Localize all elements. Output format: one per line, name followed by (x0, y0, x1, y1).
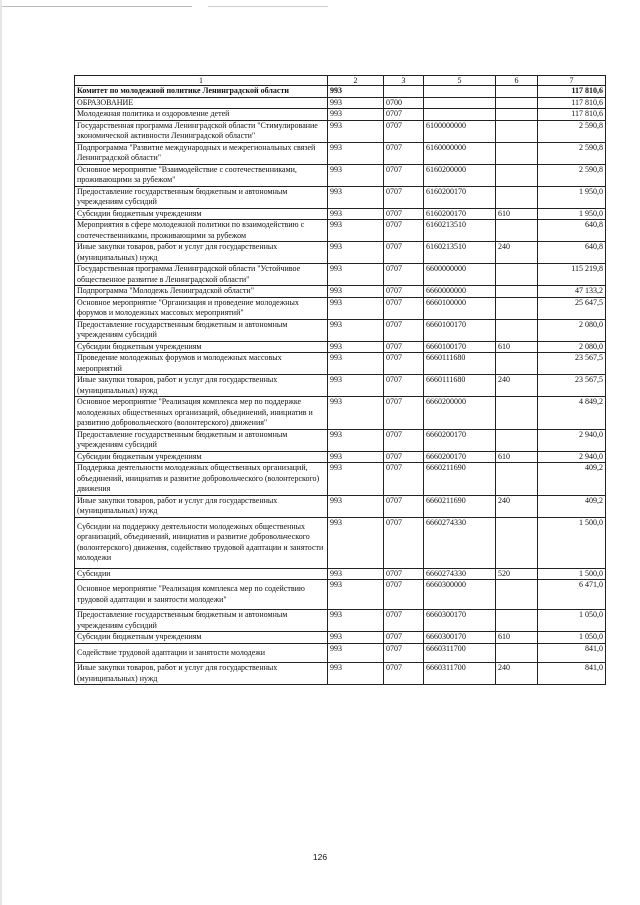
row-target-code-cell: 6660274330 (424, 568, 496, 580)
table-row (75, 429, 606, 451)
table-row (75, 208, 606, 220)
row-section-code-cell: 0707 (384, 643, 424, 663)
row-target-code-cell: 6160000000 (424, 142, 496, 164)
row-name-cell: Подпрограмма "Молодежь Ленинградской области" (75, 286, 328, 298)
row-target-code-cell: 6660000000 (424, 286, 496, 298)
table-row (75, 643, 606, 663)
row-amount-cell: 23 567,5 (538, 353, 606, 375)
row-name-cell: Основное мероприятие "Реализация комплекса мер по поддержке молодежных общественных организаций, объединений, инициатив и развитию добровольческого (волонтерского) движения" (75, 397, 328, 430)
row-expense-type-cell: 610 (496, 451, 538, 463)
row-expense-type-cell (496, 97, 538, 109)
row-name-cell: Государственная программа Ленинградской области "Стимулирование экономической активности Ленинградской области" (75, 120, 328, 142)
row-amount-cell: 1 950,0 (538, 186, 606, 208)
row-name-cell: Содействие трудовой адаптации и занятости молодежи (75, 643, 328, 663)
row-expense-type-cell (496, 109, 538, 121)
row-target-code-cell: 6660100170 (424, 319, 496, 341)
row-amount-cell: 2 940,0 (538, 451, 606, 463)
row-amount-cell: 25 647,5 (538, 297, 606, 319)
table-row (75, 264, 606, 286)
row-admin-code-cell: 993 (328, 297, 384, 319)
budget-table-body (75, 76, 606, 685)
row-section-code-cell: 0707 (384, 451, 424, 463)
scan-top-rule (2, 6, 192, 7)
row-expense-type-cell (496, 120, 538, 142)
row-name-cell: Молодежная политика и оздоровление детей (75, 109, 328, 121)
row-section-code-cell: 0707 (384, 375, 424, 397)
row-amount-cell: 1 500,0 (538, 568, 606, 580)
row-amount-cell: 117 810,6 (538, 97, 606, 109)
row-target-code-cell: 6660300170 (424, 610, 496, 632)
row-name-cell: Основное мероприятие "Взаимодействие с соотечественниками, проживающими за рубежом" (75, 164, 328, 186)
table-row (75, 86, 606, 98)
row-target-code-cell: 6660311700 (424, 643, 496, 663)
row-target-code-cell: 6660274330 (424, 517, 496, 568)
row-target-code-cell: 6160213510 (424, 242, 496, 264)
row-amount-cell: 409,2 (538, 463, 606, 496)
row-section-code-cell: 0707 (384, 610, 424, 632)
row-admin-code-cell: 993 (328, 109, 384, 121)
row-target-code-cell: 6660100000 (424, 297, 496, 319)
table-row (75, 375, 606, 397)
row-amount-cell: 2 590,8 (538, 142, 606, 164)
row-admin-code-cell: 993 (328, 319, 384, 341)
row-name-cell: Мероприятия в сфере молодежной политики по взаимодействию с соотечественниками, проживающими за рубежом (75, 220, 328, 242)
table-row (75, 164, 606, 186)
row-amount-cell: 640,8 (538, 220, 606, 242)
row-name-cell: Предоставление государственным бюджетным и автономным учреждениям субсидий (75, 610, 328, 632)
row-section-code-cell: 0707 (384, 517, 424, 568)
row-target-code-cell: 6660211690 (424, 463, 496, 496)
row-admin-code-cell: 993 (328, 164, 384, 186)
row-admin-code-cell: 993 (328, 286, 384, 298)
row-section-code-cell: 0707 (384, 341, 424, 353)
row-target-code-cell: 6600000000 (424, 264, 496, 286)
row-name-cell: Иные закупки товаров, работ и услуг для государственных (муниципальных) нужд (75, 375, 328, 397)
header-col-3: 3 (384, 76, 424, 86)
row-expense-type-cell (496, 429, 538, 451)
row-expense-type-cell (496, 164, 538, 186)
table-row (75, 341, 606, 353)
row-name-cell: Субсидии бюджетным учреждениям (75, 451, 328, 463)
header-col-6: 6 (496, 76, 538, 86)
row-amount-cell: 2 590,8 (538, 120, 606, 142)
scan-left-edge (0, 0, 2, 905)
table-header-row (75, 76, 606, 86)
row-admin-code-cell: 993 (328, 463, 384, 496)
row-section-code-cell: 0707 (384, 663, 424, 685)
row-amount-cell: 117 810,6 (538, 86, 606, 98)
row-admin-code-cell: 993 (328, 568, 384, 580)
row-section-code-cell: 0700 (384, 97, 424, 109)
row-name-cell: Предоставление государственным бюджетным и автономным учреждениям субсидий (75, 429, 328, 451)
row-name-cell: Субсидии бюджетным учреждениям (75, 208, 328, 220)
row-target-code-cell: 6660200000 (424, 397, 496, 430)
row-admin-code-cell: 993 (328, 220, 384, 242)
row-section-code-cell: 0707 (384, 580, 424, 610)
row-amount-cell: 409,2 (538, 495, 606, 517)
table-row (75, 319, 606, 341)
table-row (75, 109, 606, 121)
row-section-code-cell: 0707 (384, 264, 424, 286)
table-row (75, 632, 606, 644)
scan-top-rule-2 (208, 6, 328, 7)
row-target-code-cell: 6660100170 (424, 341, 496, 353)
row-expense-type-cell (496, 264, 538, 286)
row-target-code-cell (424, 86, 496, 98)
header-col-5: 5 (424, 76, 496, 86)
row-admin-code-cell: 993 (328, 242, 384, 264)
row-target-code-cell: 6160200170 (424, 208, 496, 220)
row-admin-code-cell: 993 (328, 97, 384, 109)
row-name-cell: Субсидии на поддержку деятельности молодежных общественных организаций, объединений, инициатив и развитие добровольческого (волонтерского) движения, содействию трудовой адаптации и занятости молодежи (75, 517, 328, 568)
row-expense-type-cell (496, 142, 538, 164)
table-row (75, 580, 606, 610)
row-section-code-cell: 0707 (384, 297, 424, 319)
row-expense-type-cell: 240 (496, 663, 538, 685)
row-target-code-cell: 6100000000 (424, 120, 496, 142)
row-admin-code-cell: 993 (328, 451, 384, 463)
row-target-code-cell: 6160213510 (424, 220, 496, 242)
table-row (75, 242, 606, 264)
row-admin-code-cell: 993 (328, 375, 384, 397)
row-target-code-cell: 6660111680 (424, 353, 496, 375)
table-row (75, 353, 606, 375)
row-expense-type-cell (496, 319, 538, 341)
row-name-cell: Иные закупки товаров, работ и услуг для государственных (муниципальных) нужд (75, 663, 328, 685)
row-target-code-cell: 6660311700 (424, 663, 496, 685)
page-number: 126 (312, 852, 328, 862)
row-section-code-cell: 0707 (384, 397, 424, 430)
row-admin-code-cell: 993 (328, 120, 384, 142)
row-admin-code-cell: 993 (328, 86, 384, 98)
row-target-code-cell: 6160200000 (424, 164, 496, 186)
row-section-code-cell: 0707 (384, 495, 424, 517)
row-expense-type-cell (496, 220, 538, 242)
row-expense-type-cell (496, 643, 538, 663)
row-expense-type-cell (496, 186, 538, 208)
row-expense-type-cell (496, 297, 538, 319)
row-amount-cell: 2 590,8 (538, 164, 606, 186)
table-row (75, 610, 606, 632)
row-admin-code-cell: 993 (328, 610, 384, 632)
row-name-cell: Проведение молодежных форумов и молодежных массовых мероприятий (75, 353, 328, 375)
row-name-cell: Комитет по молодежной политике Ленинградской области (75, 86, 328, 98)
row-target-code-cell: 6660300170 (424, 632, 496, 644)
row-section-code-cell: 0707 (384, 286, 424, 298)
row-amount-cell: 23 567,5 (538, 375, 606, 397)
row-expense-type-cell: 610 (496, 341, 538, 353)
row-section-code-cell: 0707 (384, 632, 424, 644)
row-section-code-cell (384, 86, 424, 98)
table-row (75, 568, 606, 580)
row-amount-cell: 2 940,0 (538, 429, 606, 451)
row-section-code-cell: 0707 (384, 429, 424, 451)
row-admin-code-cell: 993 (328, 429, 384, 451)
row-admin-code-cell: 993 (328, 353, 384, 375)
row-section-code-cell: 0707 (384, 142, 424, 164)
row-amount-cell: 1 950,0 (538, 208, 606, 220)
row-expense-type-cell (496, 517, 538, 568)
row-amount-cell: 2 080,0 (538, 319, 606, 341)
row-amount-cell: 841,0 (538, 643, 606, 663)
row-admin-code-cell: 993 (328, 186, 384, 208)
row-amount-cell: 640,8 (538, 242, 606, 264)
row-amount-cell: 115 219,8 (538, 264, 606, 286)
row-admin-code-cell: 993 (328, 341, 384, 353)
row-name-cell: Основное мероприятие "Реализация комплекса мер по содействию трудовой адаптации и занятости молодежи" (75, 580, 328, 610)
row-admin-code-cell: 993 (328, 517, 384, 568)
row-name-cell: Поддержка деятельности молодежных общественных организаций, объединений, инициатив и развитие добровольческого (волонтерского) движения (75, 463, 328, 496)
row-name-cell: Иные закупки товаров, работ и услуг для государственных (муниципальных) нужд (75, 242, 328, 264)
row-admin-code-cell: 993 (328, 264, 384, 286)
row-expense-type-cell (496, 286, 538, 298)
table-row (75, 142, 606, 164)
header-col-1: 1 (75, 76, 328, 86)
table-row (75, 297, 606, 319)
row-admin-code-cell: 993 (328, 580, 384, 610)
row-amount-cell: 47 133,2 (538, 286, 606, 298)
row-expense-type-cell: 240 (496, 375, 538, 397)
table-row (75, 517, 606, 568)
table-row (75, 186, 606, 208)
table-row (75, 397, 606, 430)
row-target-code-cell: 6160200170 (424, 186, 496, 208)
table-row (75, 451, 606, 463)
row-expense-type-cell: 240 (496, 242, 538, 264)
header-col-7: 7 (538, 76, 606, 86)
row-expense-type-cell (496, 580, 538, 610)
row-section-code-cell: 0707 (384, 242, 424, 264)
row-name-cell: Субсидии бюджетным учреждениям (75, 632, 328, 644)
row-amount-cell: 6 471,0 (538, 580, 606, 610)
row-admin-code-cell: 993 (328, 495, 384, 517)
row-name-cell: Основное мероприятие "Организация и проведение молодежных форумов и молодежных массовых мероприятий" (75, 297, 328, 319)
header-col-2: 2 (328, 76, 384, 86)
row-expense-type-cell (496, 610, 538, 632)
row-admin-code-cell: 993 (328, 208, 384, 220)
row-admin-code-cell: 993 (328, 397, 384, 430)
table-row (75, 97, 606, 109)
row-target-code-cell: 6660300000 (424, 580, 496, 610)
row-section-code-cell: 0707 (384, 568, 424, 580)
row-expense-type-cell: 610 (496, 208, 538, 220)
row-amount-cell: 1 500,0 (538, 517, 606, 568)
row-expense-type-cell: 240 (496, 495, 538, 517)
row-admin-code-cell: 993 (328, 663, 384, 685)
table-row (75, 286, 606, 298)
row-amount-cell: 1 050,0 (538, 632, 606, 644)
budget-table (74, 75, 606, 685)
row-name-cell: Субсидии (75, 568, 328, 580)
row-expense-type-cell (496, 463, 538, 496)
row-name-cell: Подпрограмма "Развитие международных и межрегиональных связей Ленинградской области" (75, 142, 328, 164)
row-section-code-cell: 0707 (384, 319, 424, 341)
row-section-code-cell: 0707 (384, 220, 424, 242)
row-expense-type-cell (496, 86, 538, 98)
row-section-code-cell: 0707 (384, 186, 424, 208)
row-target-code-cell: 6660111680 (424, 375, 496, 397)
row-expense-type-cell (496, 353, 538, 375)
table-row (75, 220, 606, 242)
row-target-code-cell: 6660200170 (424, 451, 496, 463)
row-expense-type-cell (496, 397, 538, 430)
row-amount-cell: 117 810,6 (538, 109, 606, 121)
row-target-code-cell: 6660211690 (424, 495, 496, 517)
row-amount-cell: 2 080,0 (538, 341, 606, 353)
row-section-code-cell: 0707 (384, 109, 424, 121)
row-name-cell: Иные закупки товаров, работ и услуг для государственных (муниципальных) нужд (75, 495, 328, 517)
row-amount-cell: 4 849,2 (538, 397, 606, 430)
table-row (75, 120, 606, 142)
row-section-code-cell: 0707 (384, 463, 424, 496)
row-target-code-cell (424, 97, 496, 109)
row-section-code-cell: 0707 (384, 353, 424, 375)
row-name-cell: ОБРАЗОВАНИЕ (75, 97, 328, 109)
row-target-code-cell (424, 109, 496, 121)
row-admin-code-cell: 993 (328, 632, 384, 644)
row-expense-type-cell: 520 (496, 568, 538, 580)
row-expense-type-cell: 610 (496, 632, 538, 644)
row-admin-code-cell: 993 (328, 643, 384, 663)
row-amount-cell: 1 050,0 (538, 610, 606, 632)
table-row (75, 663, 606, 685)
row-name-cell: Государственная программа Ленинградской области "Устойчивое общественное развитие в Ленинградской области" (75, 264, 328, 286)
row-amount-cell: 841,0 (538, 663, 606, 685)
row-name-cell: Субсидии бюджетным учреждениям (75, 341, 328, 353)
table-row (75, 463, 606, 496)
row-name-cell: Предоставление государственным бюджетным и автономным учреждениям субсидий (75, 319, 328, 341)
row-section-code-cell: 0707 (384, 120, 424, 142)
row-section-code-cell: 0707 (384, 208, 424, 220)
row-target-code-cell: 6660200170 (424, 429, 496, 451)
table-row (75, 495, 606, 517)
row-name-cell: Предоставление государственным бюджетным и автономным учреждениям субсидий (75, 186, 328, 208)
row-admin-code-cell: 993 (328, 142, 384, 164)
row-section-code-cell: 0707 (384, 164, 424, 186)
